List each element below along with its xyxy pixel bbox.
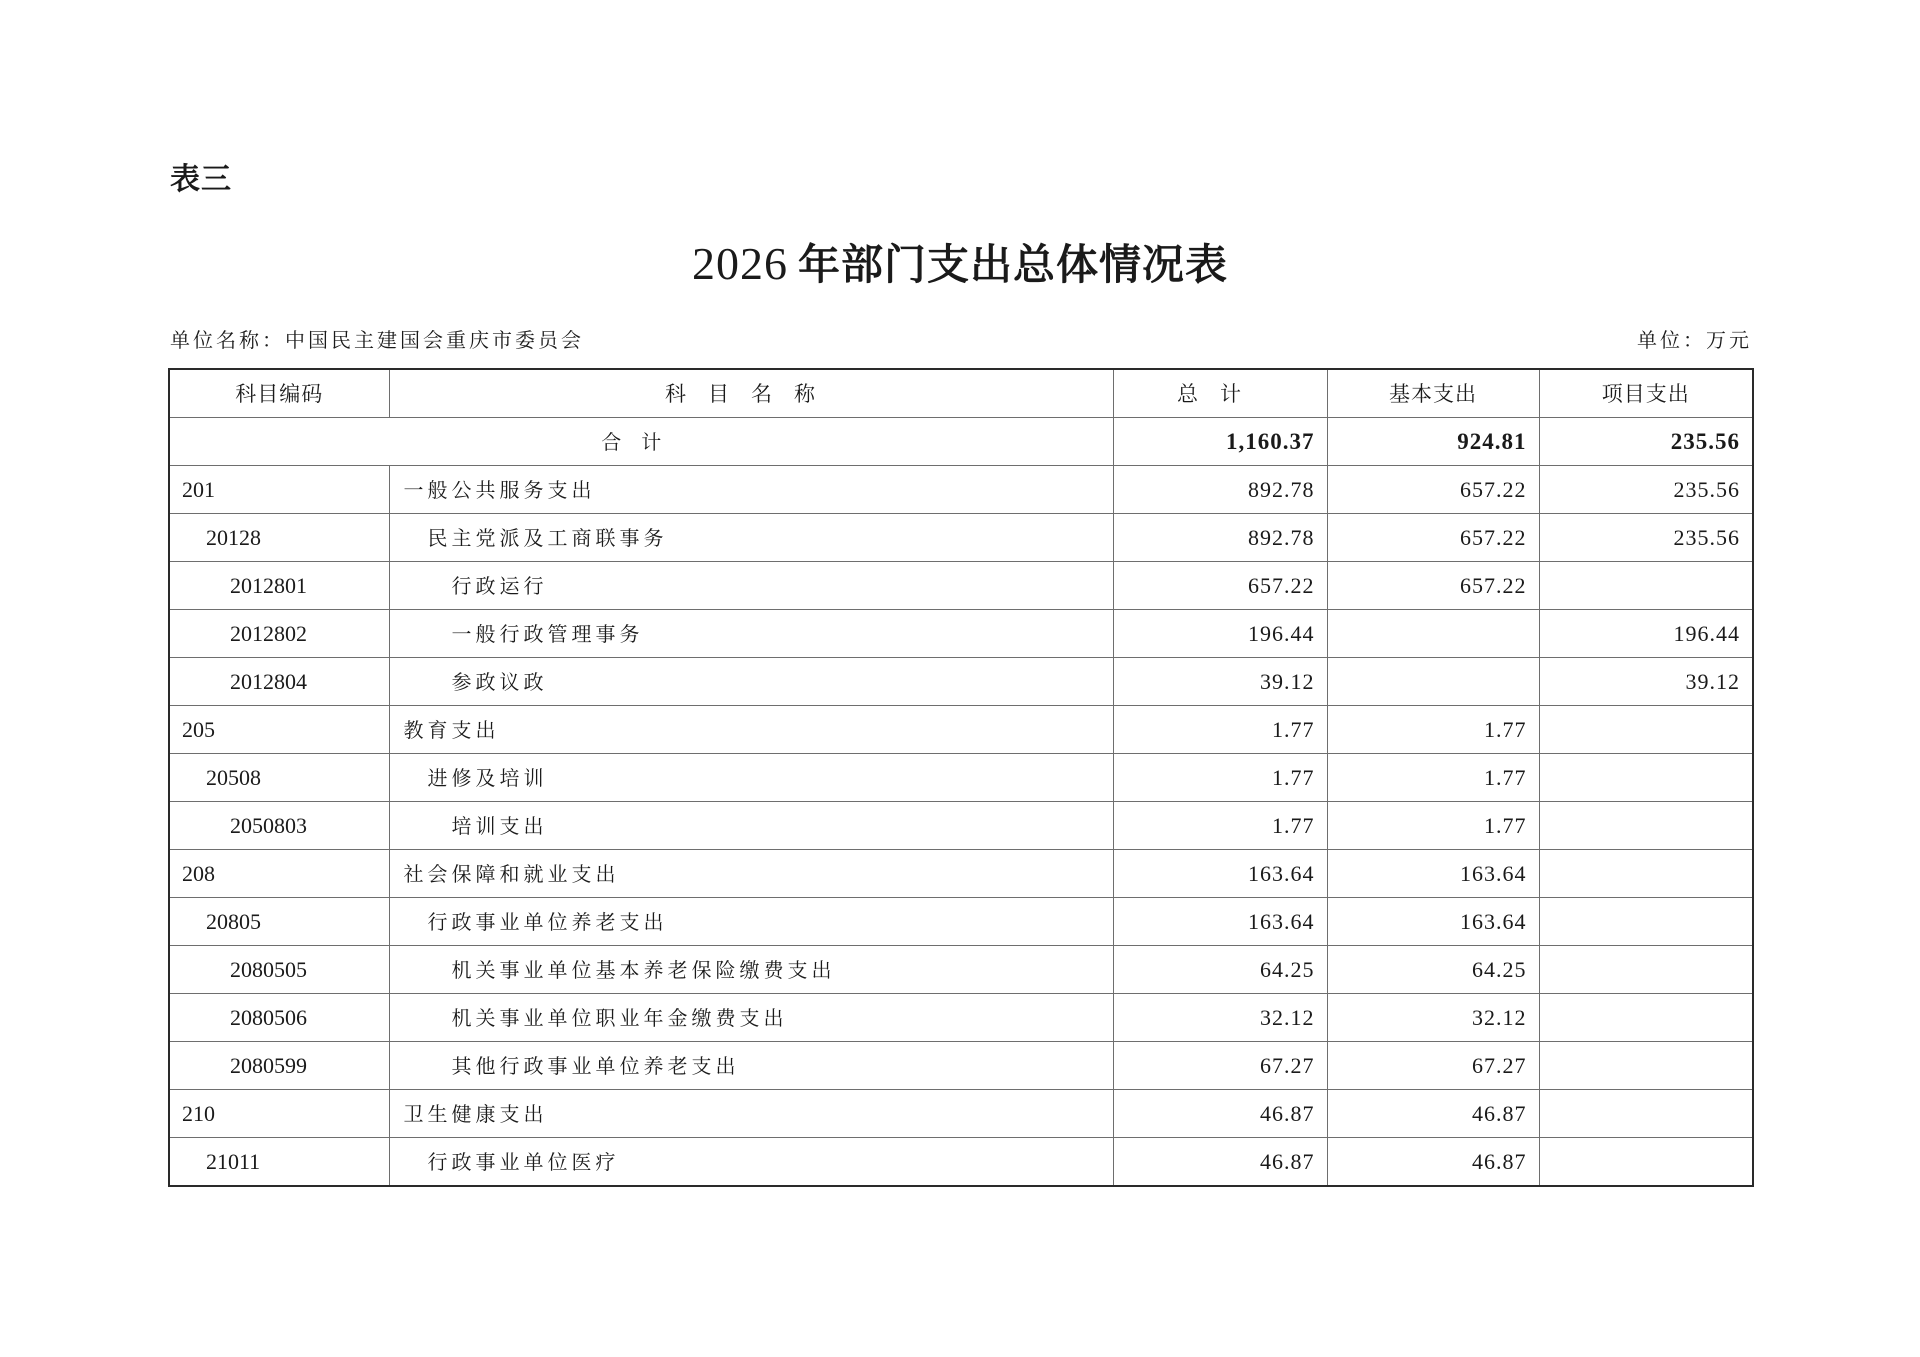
unit-currency-label: 单位：万元 <box>1637 328 1752 352</box>
table-row <box>169 514 1753 562</box>
title-text: 年部门支出总体情况表 <box>797 240 1228 289</box>
cell-total: 892.78 <box>1113 514 1327 562</box>
cell-basic: 46.87 <box>1327 1090 1539 1138</box>
cell-total: 163.64 <box>1113 850 1327 898</box>
cell-total: 163.64 <box>1113 898 1327 946</box>
cell-project <box>1539 706 1753 754</box>
table-row <box>169 466 1753 514</box>
table-row <box>169 706 1753 754</box>
cell-code: 21011 <box>169 1138 389 1187</box>
cell-total: 1.77 <box>1113 706 1327 754</box>
total-label: 合计 <box>169 418 1113 466</box>
cell-basic: 1.77 <box>1327 802 1539 850</box>
cell-basic: 163.64 <box>1327 898 1539 946</box>
cell-name: 其他行政事业单位养老支出 <box>389 1042 1113 1090</box>
cell-basic: 1.77 <box>1327 706 1539 754</box>
cell-project <box>1539 754 1753 802</box>
cell-project <box>1539 994 1753 1042</box>
cell-name: 教育支出 <box>389 706 1113 754</box>
expenditure-table <box>168 368 1754 1187</box>
cell-code: 201 <box>169 466 389 514</box>
cell-total: 67.27 <box>1113 1042 1327 1090</box>
cell-basic: 32.12 <box>1327 994 1539 1042</box>
cell-code: 2080506 <box>169 994 389 1042</box>
cell-project: 235.56 <box>1539 466 1753 514</box>
cell-total: 196.44 <box>1113 610 1327 658</box>
table-row <box>169 562 1753 610</box>
cell-name: 社会保障和就业支出 <box>389 850 1113 898</box>
cell-project <box>1539 1042 1753 1090</box>
table-header-row <box>169 369 1753 418</box>
cell-basic: 64.25 <box>1327 946 1539 994</box>
cell-code: 2012801 <box>169 562 389 610</box>
cell-name: 行政事业单位医疗 <box>389 1138 1113 1187</box>
cell-total: 32.12 <box>1113 994 1327 1042</box>
cell-name: 卫生健康支出 <box>389 1090 1113 1138</box>
cell-code: 20805 <box>169 898 389 946</box>
cell-name: 行政运行 <box>389 562 1113 610</box>
cell-project <box>1539 898 1753 946</box>
cell-code: 208 <box>169 850 389 898</box>
table-row <box>169 946 1753 994</box>
cell-total: 1.77 <box>1113 802 1327 850</box>
table-row <box>169 610 1753 658</box>
cell-name: 一般公共服务支出 <box>389 466 1113 514</box>
cell-name: 培训支出 <box>389 802 1113 850</box>
table-row <box>169 994 1753 1042</box>
cell-code: 2012802 <box>169 610 389 658</box>
cell-code: 2050803 <box>169 802 389 850</box>
cell-basic: 657.22 <box>1327 514 1539 562</box>
cell-project <box>1539 1090 1753 1138</box>
table-row <box>169 658 1753 706</box>
cell-name: 民主党派及工商联事务 <box>389 514 1113 562</box>
cell-basic: 657.22 <box>1327 466 1539 514</box>
cell-name: 进修及培训 <box>389 754 1113 802</box>
page-title <box>0 238 1920 291</box>
cell-project <box>1539 802 1753 850</box>
cell-name: 机关事业单位职业年金缴费支出 <box>389 994 1113 1042</box>
header-name: 科目名称 <box>389 369 1113 418</box>
cell-project <box>1539 946 1753 994</box>
table-label: 表三 <box>170 162 232 197</box>
cell-total: 892.78 <box>1113 466 1327 514</box>
header-basic: 基本支出 <box>1327 369 1539 418</box>
cell-project: 39.12 <box>1539 658 1753 706</box>
cell-total: 39.12 <box>1113 658 1327 706</box>
header-project: 项目支出 <box>1539 369 1753 418</box>
cell-name: 一般行政管理事务 <box>389 610 1113 658</box>
table-row <box>169 1138 1753 1187</box>
cell-code: 20128 <box>169 514 389 562</box>
cell-total: 657.22 <box>1113 562 1327 610</box>
total-total: 1,160.37 <box>1113 418 1327 466</box>
cell-name: 机关事业单位基本养老保险缴费支出 <box>389 946 1113 994</box>
table-row <box>169 1090 1753 1138</box>
unit-organization-label: 单位名称：中国民主建国会重庆市委员会 <box>170 328 584 352</box>
table-row <box>169 802 1753 850</box>
cell-basic: 1.77 <box>1327 754 1539 802</box>
header-code: 科目编码 <box>169 369 389 418</box>
table-row <box>169 850 1753 898</box>
cell-project <box>1539 850 1753 898</box>
cell-code: 205 <box>169 706 389 754</box>
cell-code: 2080599 <box>169 1042 389 1090</box>
cell-total: 64.25 <box>1113 946 1327 994</box>
cell-name: 行政事业单位养老支出 <box>389 898 1113 946</box>
cell-total: 1.77 <box>1113 754 1327 802</box>
total-basic: 924.81 <box>1327 418 1539 466</box>
cell-basic: 163.64 <box>1327 850 1539 898</box>
cell-project <box>1539 1138 1753 1187</box>
cell-code: 2012804 <box>169 658 389 706</box>
table-row <box>169 754 1753 802</box>
table-row <box>169 898 1753 946</box>
total-row <box>169 418 1753 466</box>
cell-project: 235.56 <box>1539 514 1753 562</box>
cell-total: 46.87 <box>1113 1138 1327 1187</box>
cell-basic <box>1327 610 1539 658</box>
title-year: 2026 <box>691 238 788 289</box>
total-project: 235.56 <box>1539 418 1753 466</box>
cell-total: 46.87 <box>1113 1090 1327 1138</box>
cell-code: 210 <box>169 1090 389 1138</box>
cell-project <box>1539 562 1753 610</box>
table-row <box>169 1042 1753 1090</box>
cell-basic: 67.27 <box>1327 1042 1539 1090</box>
header-total: 总计 <box>1113 369 1327 418</box>
cell-basic: 657.22 <box>1327 562 1539 610</box>
cell-name: 参政议政 <box>389 658 1113 706</box>
cell-code: 20508 <box>169 754 389 802</box>
cell-basic: 46.87 <box>1327 1138 1539 1187</box>
cell-project: 196.44 <box>1539 610 1753 658</box>
cell-code: 2080505 <box>169 946 389 994</box>
cell-basic <box>1327 658 1539 706</box>
